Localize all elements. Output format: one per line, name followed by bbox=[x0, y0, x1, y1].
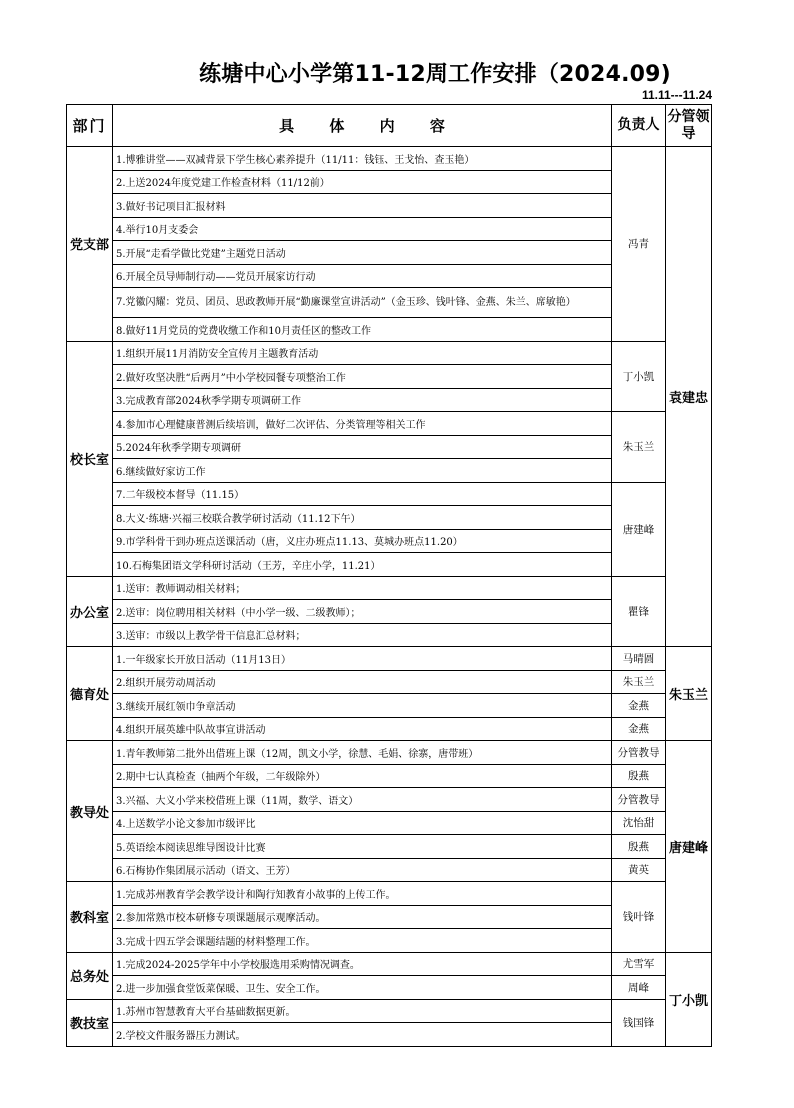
supervisor: 唐建峰 bbox=[666, 741, 712, 953]
task-item: 5.英语绘本阅读思维导图设计比赛 bbox=[113, 835, 612, 859]
responsible: 金燕 bbox=[612, 717, 666, 741]
task-item: 1.青年教师第二批外出借班上课（12周，凯文小学，徐慧、毛娟、徐寨，唐带班） bbox=[113, 741, 612, 765]
task-item: 2.参加常熟市校本研修专项课题展示观摩活动。 bbox=[113, 905, 612, 929]
task-item: 6.石梅协作集团展示活动（语文、王芳） bbox=[113, 858, 612, 882]
task-item: 1.苏州市智慧教育大平台基础数据更新。 bbox=[113, 999, 612, 1023]
header-dept: 部门 bbox=[67, 105, 113, 147]
responsible: 唐建峰 bbox=[612, 482, 666, 576]
table-row bbox=[67, 717, 712, 741]
table-row bbox=[67, 647, 712, 671]
task-item: 6.继续做好家访工作 bbox=[113, 459, 612, 483]
task-item: 3.送审：市级以上教学骨干信息汇总材料； bbox=[113, 623, 612, 647]
table-row bbox=[67, 788, 712, 812]
task-item: 6.开展全员导师制行动——党员开展家访行动 bbox=[113, 264, 612, 288]
responsible: 分管教导 bbox=[612, 788, 666, 812]
task-item: 8.大义·练塘·兴福三校联合教学研讨活动（11.12下午） bbox=[113, 506, 612, 530]
responsible: 钱国锋 bbox=[612, 999, 666, 1046]
task-item: 3.做好书记项目汇报材料 bbox=[113, 194, 612, 218]
task-item: 1.送审：教师调动相关材料； bbox=[113, 576, 612, 600]
task-item: 2.送审：岗位聘用相关材料（中小学一级、二级教师）； bbox=[113, 600, 612, 624]
dept-teaching: 教导处 bbox=[67, 741, 113, 882]
table-row bbox=[67, 482, 712, 506]
task-item: 2.上送2024年度党建工作检查材料（11/12前） bbox=[113, 170, 612, 194]
dept-general-affairs: 总务处 bbox=[67, 952, 113, 999]
responsible: 尤雪军 bbox=[612, 952, 666, 976]
task-item: 4.组织开展英雄中队故事宣讲活动 bbox=[113, 717, 612, 741]
header-content: 具 体 内 容 bbox=[113, 105, 612, 147]
responsible: 朱玉兰 bbox=[612, 670, 666, 694]
task-item: 3.继续开展红领巾争章活动 bbox=[113, 694, 612, 718]
task-item: 3.完成教育部2024秋季学期专项调研工作 bbox=[113, 388, 612, 412]
task-item: 3.完成十四五学会课题结题的材料整理工作。 bbox=[113, 929, 612, 953]
responsible: 殷燕 bbox=[612, 764, 666, 788]
dept-party: 党支部 bbox=[67, 147, 113, 342]
task-item: 2.组织开展劳动周活动 bbox=[113, 670, 612, 694]
table-row bbox=[67, 764, 712, 788]
responsible: 分管教导 bbox=[612, 741, 666, 765]
responsible: 瞿锋 bbox=[612, 576, 666, 647]
header-responsible: 负责人 bbox=[612, 105, 666, 147]
dept-office: 办公室 bbox=[67, 576, 113, 647]
task-item: 1.博雅讲堂——双减背景下学生核心素养提升（11/11：钱钰、王戈怡、查玉艳） bbox=[113, 147, 612, 171]
responsible: 丁小凯 bbox=[612, 341, 666, 412]
task-item: 1.完成2024-2025学年中小学校服选用采购情况调查。 bbox=[113, 952, 612, 976]
table-row bbox=[67, 882, 712, 906]
supervisor: 丁小凯 bbox=[666, 952, 712, 1046]
table-row bbox=[67, 670, 712, 694]
task-item: 1.一年级家长开放日活动（11月13日） bbox=[113, 647, 612, 671]
responsible: 冯青 bbox=[612, 147, 666, 342]
table-row bbox=[67, 576, 712, 600]
task-item: 2.学校文件服务器压力测试。 bbox=[113, 1023, 612, 1047]
header-supervisor: 分管领导 bbox=[666, 105, 712, 147]
task-item: 10.石梅集团语文学科研讨活动（王芳，辛庄小学，11.21） bbox=[113, 553, 612, 577]
task-item: 4.上送数学小论文参加市级评比 bbox=[113, 811, 612, 835]
dept-principal: 校长室 bbox=[67, 341, 113, 576]
task-item: 7.党徽闪耀：党员、团员、思政教师开展“勤廉课堂宣讲活动”（金玉珍、钱叶锋、金燕、朱兰、席敏艳） bbox=[113, 288, 612, 318]
responsible: 沈怡甜 bbox=[612, 811, 666, 835]
table-row bbox=[67, 976, 712, 1000]
task-item: 4.参加市心理健康普测后续培训，做好二次评估、分类管理等相关工作 bbox=[113, 412, 612, 436]
responsible: 朱玉兰 bbox=[612, 412, 666, 483]
header-row bbox=[67, 105, 712, 147]
table-row bbox=[67, 341, 712, 365]
date-range: 11.11---11.24 bbox=[641, 88, 712, 102]
dept-moral: 德育处 bbox=[67, 647, 113, 741]
table-row bbox=[67, 952, 712, 976]
dept-tech: 教技室 bbox=[67, 999, 113, 1046]
table-row bbox=[67, 147, 712, 171]
responsible: 周峰 bbox=[612, 976, 666, 1000]
task-item: 9.市学科骨干到办班点送课活动（唐，义庄办班点11.13、莫城办班点11.20） bbox=[113, 529, 612, 553]
table-row bbox=[67, 811, 712, 835]
supervisor: 袁建忠 bbox=[666, 147, 712, 647]
responsible: 钱叶锋 bbox=[612, 882, 666, 953]
table-row bbox=[67, 694, 712, 718]
task-item: 1.组织开展11月消防安全宣传月主题教育活动 bbox=[113, 341, 612, 365]
table-row bbox=[67, 999, 712, 1023]
responsible: 殷燕 bbox=[612, 835, 666, 859]
supervisor: 朱玉兰 bbox=[666, 647, 712, 741]
schedule-table bbox=[66, 104, 712, 1047]
task-item: 3.兴福、大义小学来校借班上课（11周，数学、语文） bbox=[113, 788, 612, 812]
task-item: 8.做好11月党员的党费收缴工作和10月责任区的整改工作 bbox=[113, 318, 612, 342]
page-title: 练塘中心小学第11-12周工作安排（2024.09) bbox=[199, 62, 671, 87]
task-item: 2.做好攻坚决胜“后两月”中小学校园餐专项整治工作 bbox=[113, 365, 612, 389]
table-row bbox=[67, 858, 712, 882]
task-item: 5.开展“走看学做比党建”主题党日活动 bbox=[113, 241, 612, 265]
task-item: 1.完成苏州教育学会教学设计和陶行知教育小故事的上传工作。 bbox=[113, 882, 612, 906]
responsible: 金燕 bbox=[612, 694, 666, 718]
task-item: 5.2024年秋季学期专项调研 bbox=[113, 435, 612, 459]
responsible: 黄英 bbox=[612, 858, 666, 882]
table-row bbox=[67, 741, 712, 765]
task-item: 7.二年级校本督导（11.15） bbox=[113, 482, 612, 506]
task-item: 4.举行10月支委会 bbox=[113, 217, 612, 241]
task-item: 2.期中七认真检查（抽两个年级，二年级除外） bbox=[113, 764, 612, 788]
table-row bbox=[67, 835, 712, 859]
responsible: 马晴圆 bbox=[612, 647, 666, 671]
table-row bbox=[67, 412, 712, 436]
task-item: 2.进一步加强食堂饭菜保暖、卫生、安全工作。 bbox=[113, 976, 612, 1000]
dept-research: 教科室 bbox=[67, 882, 113, 953]
